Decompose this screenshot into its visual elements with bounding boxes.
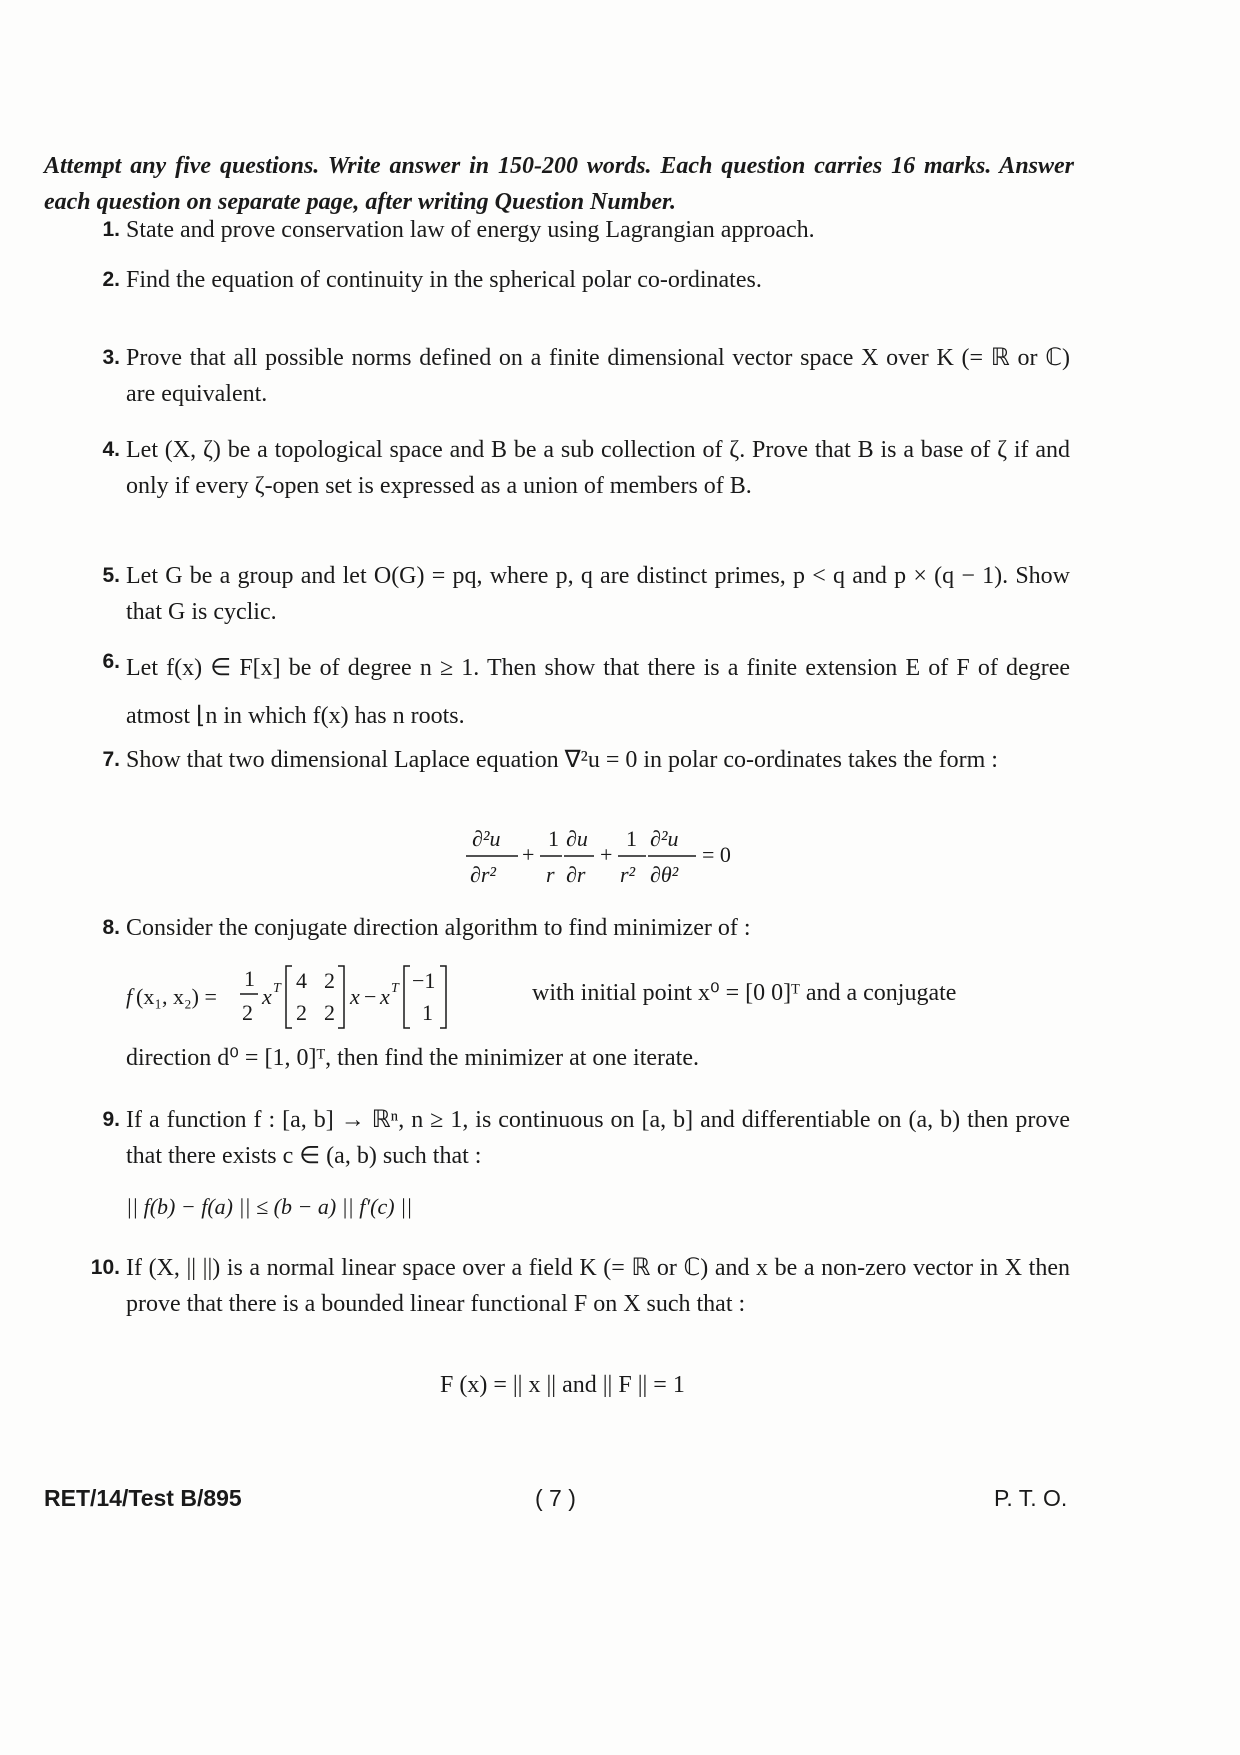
- svg-text:∂u: ∂u: [566, 826, 588, 851]
- svg-text:+: +: [600, 842, 613, 867]
- svg-text:+: +: [522, 842, 535, 867]
- svg-text:−: −: [364, 984, 377, 1009]
- question-text: Let G be a group and let O(G) = pq, where p, q are distinct primes, p < q and p × (q − 1). Show that G is cyclic.: [126, 563, 1070, 625]
- svg-text:2: 2: [242, 1000, 253, 1025]
- question-number: 7.: [102, 748, 120, 771]
- svg-text:f: f: [126, 984, 133, 1009]
- page-number: ( 7 ): [535, 1485, 576, 1511]
- q8-objective-function: [126, 956, 526, 1036]
- question-number: 3.: [102, 346, 120, 369]
- svg-text:r²: r²: [620, 862, 636, 887]
- paper-code: RET/14/Test B/895: [44, 1485, 242, 1511]
- svg-text:2: 2: [296, 1000, 307, 1025]
- question-number: 10.: [90, 1256, 120, 1279]
- svg-text:r: r: [546, 862, 555, 887]
- question-text: Consider the conjugate direction algorithm to find minimizer of :: [126, 915, 751, 941]
- question-number: 5.: [102, 564, 120, 587]
- svg-text:x: x: [380, 984, 390, 1009]
- svg-text:1: 1: [422, 1000, 433, 1025]
- question-text: Let (X, ζ) be a topological space and B be a sub collection of ζ. Prove that B is a base of ζ if and only if every ζ-open set is expressed as a union of members of B.: [126, 437, 1070, 499]
- svg-text:= 0: = 0: [702, 842, 731, 867]
- svg-text:1: 1: [626, 826, 637, 851]
- laplace-polar-equation: [460, 818, 740, 894]
- question-text: Prove that all possible norms defined on a finite dimensional vector space X over K (= ℝ or ℂ) are equivalent.: [126, 345, 1070, 407]
- question-number: 9.: [102, 1108, 120, 1131]
- svg-text:x: x: [350, 984, 360, 1009]
- svg-text:2: 2: [324, 1000, 335, 1025]
- svg-text:1: 1: [244, 966, 255, 991]
- question-text: If a function f : [a, b] → ℝⁿ, n ≥ 1, is continuous on [a, b] and differentiable on (a, b) then prove that there exists c ∈ (a, b) such that :: [126, 1107, 1070, 1169]
- svg-text:∂²u: ∂²u: [472, 826, 501, 851]
- svg-text:∂²u: ∂²u: [650, 826, 679, 851]
- svg-text:2: 2: [324, 968, 335, 993]
- svg-text:(x₁, x₂) =: (x₁, x₂) =: [136, 984, 217, 1009]
- svg-text:4: 4: [296, 968, 307, 993]
- svg-text:∂r: ∂r: [566, 862, 586, 887]
- svg-text:∂r²: ∂r²: [470, 862, 497, 887]
- question-number: 6.: [102, 650, 120, 673]
- q8-direction: direction d⁰ = [1, 0]ᵀ, then find the minimizer at one iterate.: [126, 1045, 699, 1071]
- q8-initial-point: with initial point x⁰ = [0 0]ᵀ and a conjugate: [532, 980, 957, 1006]
- svg-text:∂θ²: ∂θ²: [650, 862, 679, 887]
- svg-text:T: T: [391, 981, 399, 996]
- q9-inequality: || f(b) − f(a) || ≤ (b − a) || f′(c) ||: [126, 1194, 413, 1219]
- question-number: 1.: [102, 218, 120, 241]
- question-text: Find the equation of continuity in the spherical polar co-ordinates.: [126, 267, 762, 293]
- instructions: Attempt any five questions. Write answer in 150-200 words. Each question carries 16 marks. Answer each question on separate page, after writing Question Number.: [44, 153, 1074, 215]
- question-text: Let f(x) ∈ F[x] be of degree n ≥ 1. Then show that there is a finite extension E of F of degree atmost ⌊n in which f(x) has n roots.: [126, 655, 1070, 729]
- svg-text:T: T: [273, 981, 281, 996]
- question-text: If (X, || ||) is a normal linear space over a field K (= ℝ or ℂ) and x be a non-zero vector in X then prove that there is a bounded linear functional F on X such that :: [126, 1255, 1070, 1317]
- question-number: 2.: [102, 268, 120, 291]
- question-text: Show that two dimensional Laplace equation ∇²u = 0 in polar co-ordinates takes the form :: [126, 747, 998, 773]
- svg-text:1: 1: [548, 826, 559, 851]
- please-turn-over: P. T. O.: [994, 1485, 1068, 1511]
- svg-text:−1: −1: [412, 968, 436, 993]
- question-number: 8.: [102, 916, 120, 939]
- q10-result: F (x) = || x || and || F || = 1: [440, 1372, 685, 1398]
- question-number: 4.: [102, 438, 120, 461]
- svg-text:x: x: [262, 984, 272, 1009]
- question-text: State and prove conservation law of energy using Lagrangian approach.: [126, 217, 815, 243]
